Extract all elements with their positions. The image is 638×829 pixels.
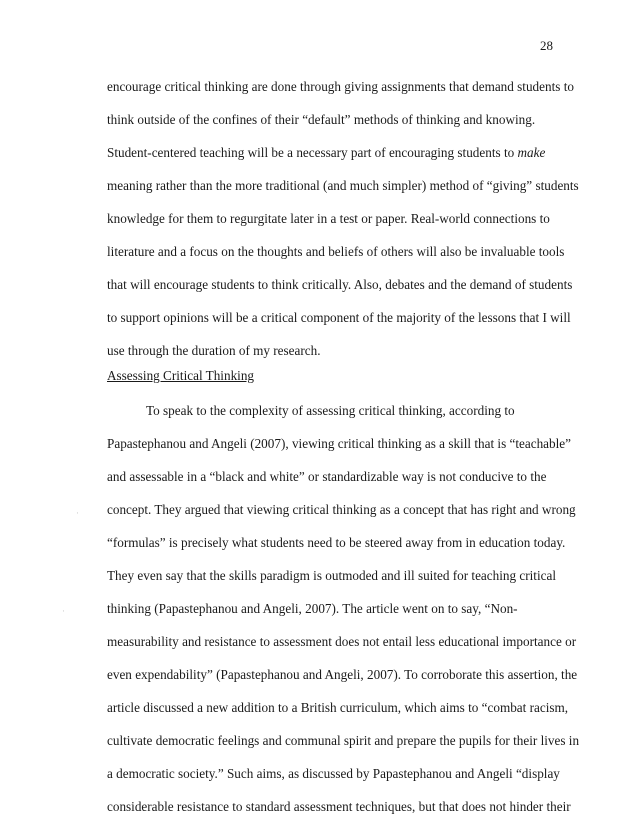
- scan-mark: ·: [62, 606, 65, 616]
- paragraph-line: literature and a focus on the thoughts and beliefs of others will also be invaluable tools: [107, 244, 565, 259]
- paragraph-line: to support opinions will be a critical component of the majority of the lessons that I will: [107, 310, 571, 325]
- paragraph-line: that will encourage students to think critically. Also, debates and the demand of students: [107, 277, 573, 292]
- paragraph-line: and assessable in a “black and white” or standardizable way is not conducive to the: [107, 469, 547, 484]
- paragraph-line: meaning rather than the more traditional (and much simpler) method of “giving” students: [107, 178, 579, 193]
- paragraph-line: a democratic society.” Such aims, as discussed by Papastephanou and Angeli “display: [107, 766, 560, 781]
- line-text: Student-centered teaching will be a necessary part of encouraging students to: [107, 145, 518, 160]
- scan-mark: ·: [76, 508, 79, 518]
- paragraph-line: To speak to the complexity of assessing critical thinking, according to: [146, 403, 515, 418]
- paragraph-line: Papastephanou and Angeli (2007), viewing critical thinking as a skill that is “teachable”: [107, 436, 571, 451]
- paragraph-line: use through the duration of my research.: [107, 343, 321, 358]
- paragraph-line: concept. They argued that viewing critical thinking as a concept that has right and wrong: [107, 502, 576, 517]
- paragraph-line: knowledge for them to regurgitate later in a test or paper. Real-world connections to: [107, 211, 550, 226]
- paragraph-line: They even say that the skills paradigm is outmoded and ill suited for teaching critical: [107, 568, 556, 583]
- paragraph-line: even expendability” (Papastephanou and Angeli, 2007). To corroborate this assertion, the: [107, 667, 578, 682]
- paragraph-line: “formulas” is precisely what students need to be steered away from in education today.: [107, 535, 566, 550]
- paragraph-line: thinking (Papastephanou and Angeli, 2007). The article went on to say, “Non-: [107, 601, 518, 616]
- paragraph-line: think outside of the confines of their “default” methods of thinking and knowing.: [107, 112, 536, 127]
- page-number: 28: [540, 38, 553, 53]
- paragraph-line: [107, 145, 545, 161]
- emphasized-word: make: [517, 145, 546, 160]
- section-heading: Assessing Critical Thinking: [107, 368, 255, 383]
- paragraph-line: considerable resistance to standard assessment techniques, but that does not hinder their: [107, 799, 571, 814]
- paragraph-line: cultivate democratic feelings and communal spirit and prepare the pupils for their lives in: [107, 733, 580, 748]
- paragraph-line: article discussed a new addition to a British curriculum, which aims to “combat racism,: [107, 700, 569, 715]
- paragraph-line: measurability and resistance to assessment does not entail less educational importance or: [107, 634, 577, 649]
- paragraph-line: encourage critical thinking are done through giving assignments that demand students to: [107, 79, 574, 94]
